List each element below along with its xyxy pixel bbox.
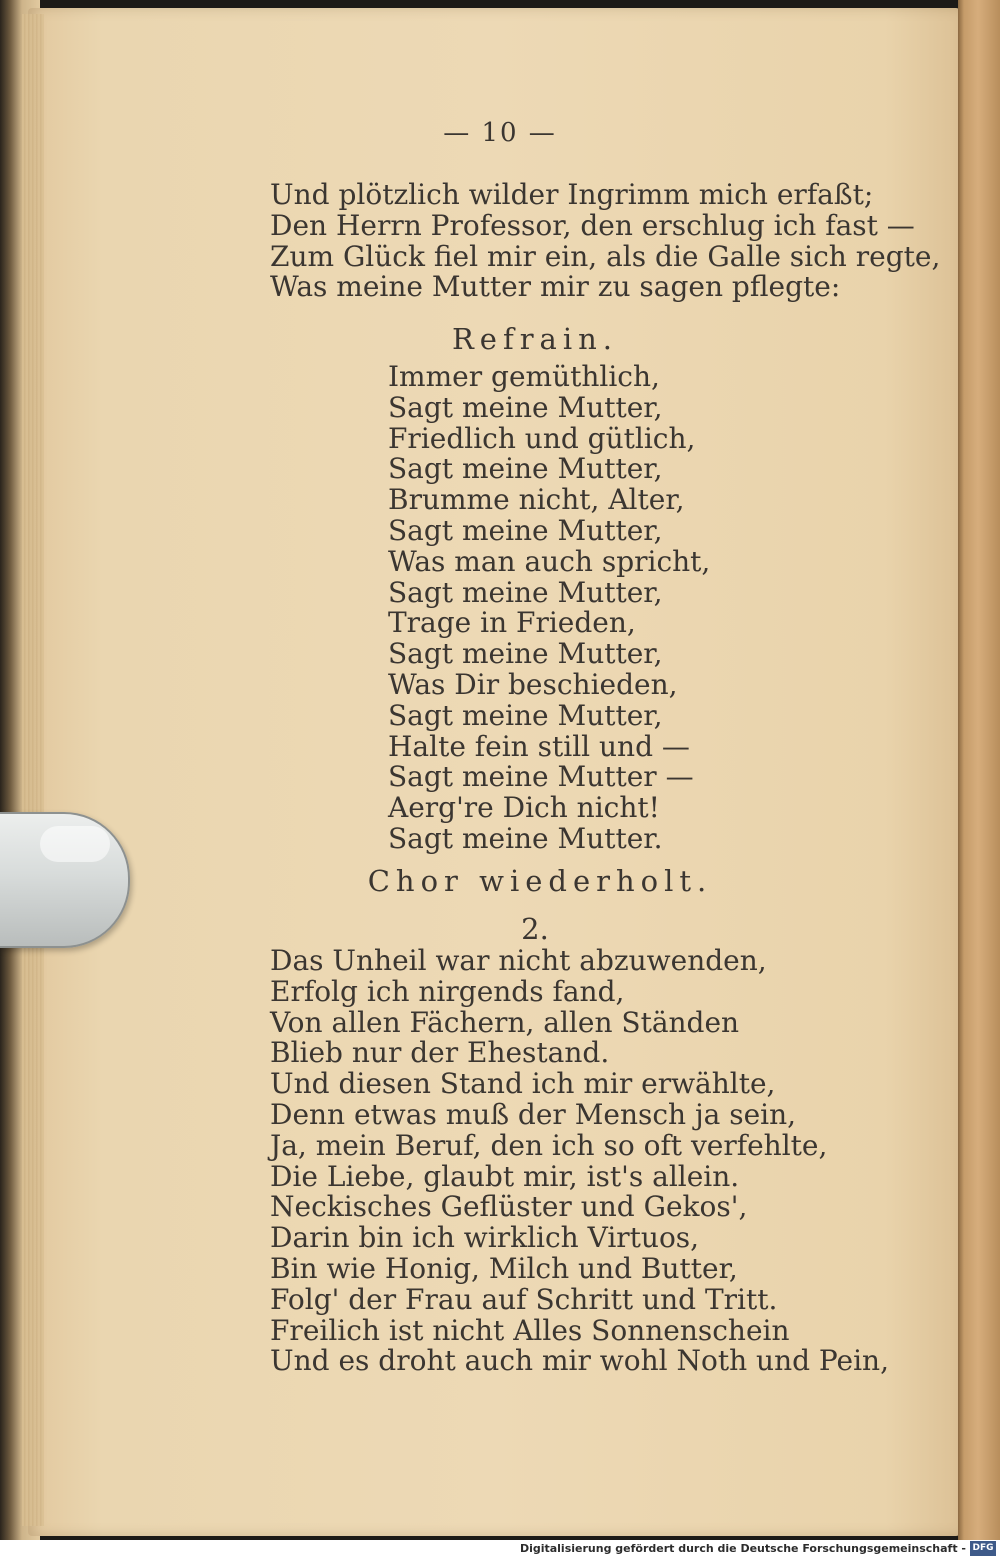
verse-line: Zum Glück fiel mir ein, als die Galle sich regte, [270,239,941,273]
stanza-number: 2. [521,912,549,946]
refrain-line: Aerg're Dich nicht! [388,791,660,825]
verse-2 [270,946,889,1377]
refrain [388,362,710,855]
verse-line: Und diesen Stand ich mir erwählte, [270,1067,776,1101]
refrain-line: Sagt meine Mutter, [388,698,663,732]
refrain-line: Sagt meine Mutter, [388,637,663,671]
footer-credit: Digitalisierung gefördert durch die Deutsche Forschungsgemeinschaft - [519,1542,966,1555]
refrain-line: Sagt meine Mutter, [388,575,663,609]
refrain-line: Sagt meine Mutter, [388,513,663,547]
verse-line: Die Liebe, glaubt mir, ist's allein. [270,1159,740,1193]
page-clip-highlight [40,826,110,862]
refrain-line: Brumme nicht, Alter, [388,483,685,517]
page-stack-edge [22,14,44,1526]
refrain-line: Sagt meine Mutter, [388,390,663,424]
verse-line: Freilich ist nicht Alles Sonnenschein [270,1313,790,1347]
verse-line: Denn etwas muß der Mensch ja sein, [270,1097,797,1131]
verse-1 [270,180,940,303]
verse-line: Erfolg ich nirgends fand, [270,974,625,1008]
verse-line: Ja, mein Beruf, den ich so oft verfehlte, [270,1128,828,1162]
refrain-line: Was Dir beschieden, [388,667,678,701]
verse-line: Und es droht auch mir wohl Noth und Pein, [270,1344,889,1378]
chor-heading: Chor wiederholt. [367,864,713,898]
refrain-line: Sagt meine Mutter, [388,452,663,486]
refrain-line: Friedlich und gütlich, [388,421,696,455]
verse-line: Den Herrn Professor, den erschlug ich fast — [270,208,915,242]
verse-line: Von allen Fächern, allen Ständen [270,1005,740,1039]
verse-line: Folg' der Frau auf Schritt und Tritt. [270,1282,778,1316]
page-number: — 10 — [443,118,557,148]
refrain-line: Was man auch spricht, [388,544,711,578]
verse-line: Blieb nur der Ehestand. [270,1036,610,1070]
refrain-heading: Refrain. [451,322,619,356]
dfg-logo-icon: DFG [970,1541,996,1556]
verse-line: Darin bin ich wirklich Virtuos, [270,1221,700,1255]
verse-line: Was meine Mutter mir zu sagen pflegte: [270,270,841,304]
book-cover-right [958,0,1000,1540]
refrain-line: Immer gemüthlich, [388,360,660,393]
refrain-line: Sagt meine Mutter. [388,821,663,855]
refrain-line: Trage in Frieden, [388,606,636,640]
verse-line: Bin wie Honig, Milch und Butter, [270,1251,738,1285]
verse-line: Und plötzlich wilder Ingrimm mich erfaßt; [270,178,874,211]
verse-line: Neckisches Geflüster und Gekos', [270,1190,748,1224]
refrain-line: Sagt meine Mutter — [388,760,694,794]
refrain-line: Halte fein still und — [388,729,690,763]
verse-line: Das Unheil war nicht abzuwenden, [270,944,767,977]
